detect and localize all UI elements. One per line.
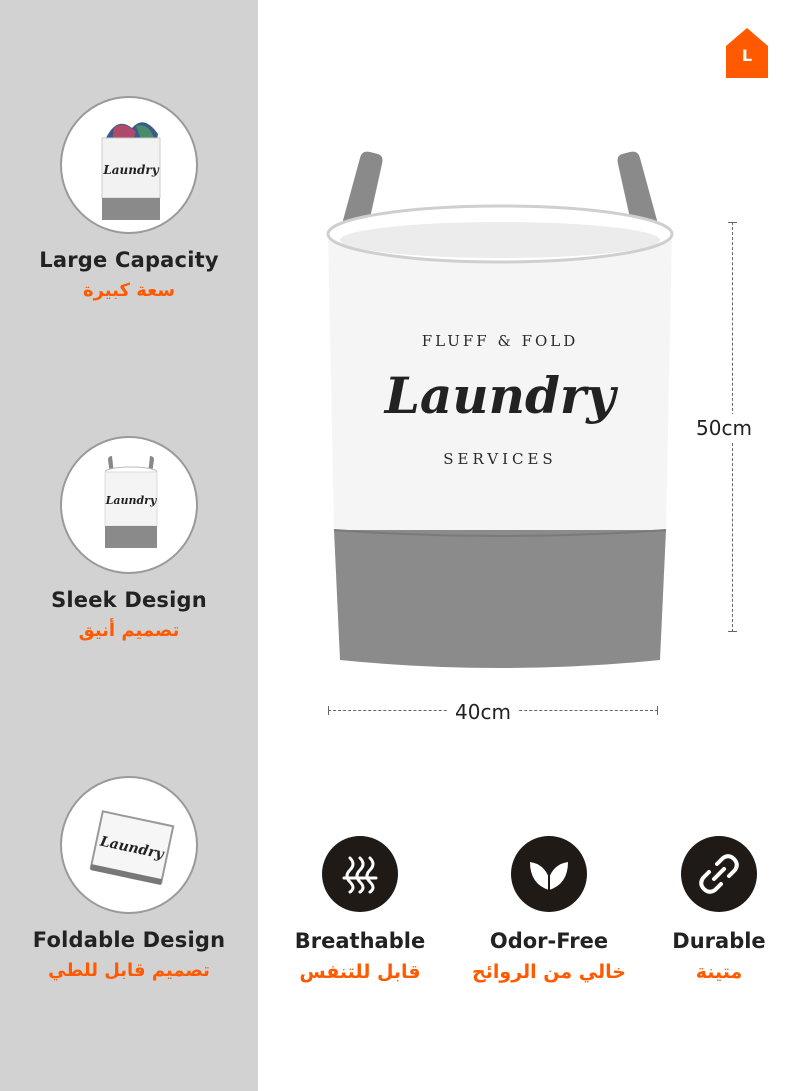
feature-subtitle: تصميم أنيق: [78, 620, 180, 641]
size-badge-letter: L: [741, 46, 753, 65]
print-top-text: FLUFF & FOLD: [421, 332, 579, 350]
svg-text:Laundry: Laundry: [103, 163, 159, 177]
feature-subtitle: سعة كبيرة: [82, 280, 176, 301]
attribute-odor-free: [464, 836, 634, 983]
attribute-durable: [634, 836, 800, 983]
laundry-basket-image: [320, 150, 680, 670]
attribute-subtitle: قابل للتنفس: [299, 961, 421, 983]
attribute-title: Odor-Free: [489, 929, 609, 953]
folded-basket-thumbnail: [60, 776, 198, 914]
airflow-icon: [322, 836, 398, 912]
attribute-title: Breathable: [294, 929, 426, 953]
attribute-breathable: [275, 836, 445, 983]
svg-text:Laundry: Laundry: [98, 833, 166, 863]
print-bottom-text: SERVICES: [443, 450, 557, 468]
chain-link-icon: [681, 836, 757, 912]
feature-title: Foldable Design: [32, 928, 226, 952]
feature-foldable-design: [0, 776, 258, 981]
feature-title: Sleek Design: [51, 588, 207, 612]
feature-sleek-design: [0, 436, 258, 641]
print-main-text: Laundry: [384, 366, 616, 425]
feature-large-capacity: [0, 96, 258, 301]
size-badge: [722, 26, 772, 80]
width-label: 40cm: [447, 698, 519, 726]
svg-text:Laundry: Laundry: [105, 494, 157, 507]
height-label: 50cm: [696, 416, 752, 440]
full-basket-thumbnail: [60, 96, 198, 234]
feature-title: Large Capacity: [39, 248, 219, 272]
basket-thumbnail: [60, 436, 198, 574]
feature-subtitle: تصميم قابل للطي: [48, 960, 210, 981]
leaf-icon: [511, 836, 587, 912]
attribute-subtitle: خالي من الروائح: [472, 961, 626, 983]
attribute-title: Durable: [672, 929, 766, 953]
attribute-subtitle: متينة: [695, 961, 743, 983]
